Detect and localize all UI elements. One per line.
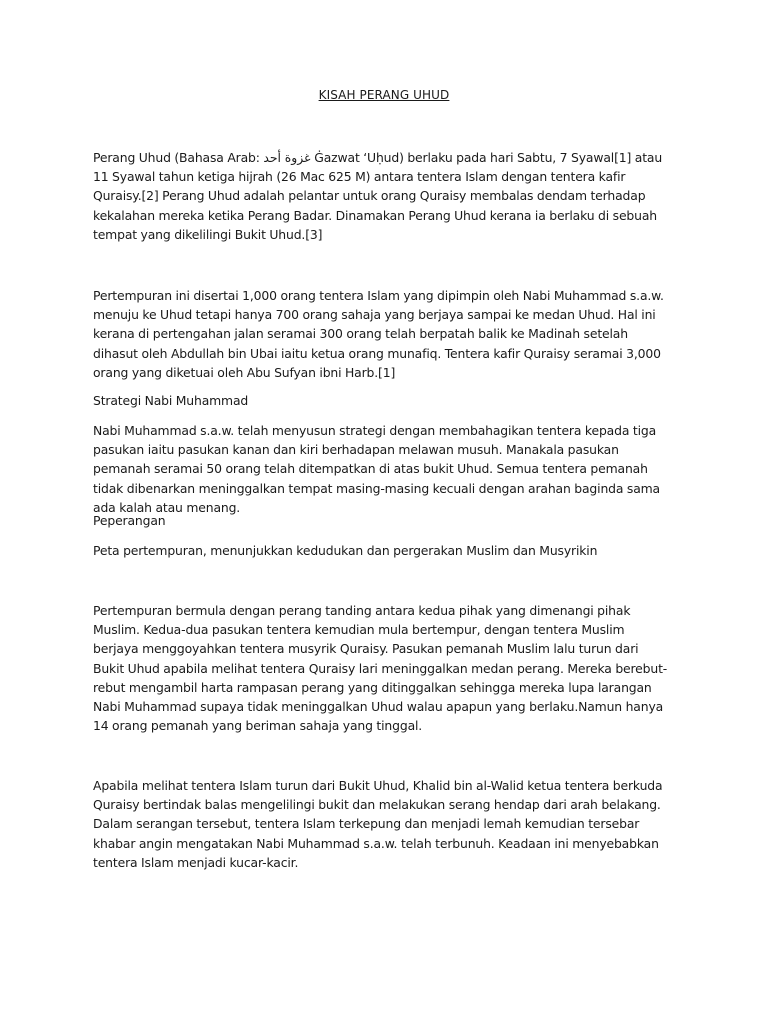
- paragraph-strategy: Nabi Muhammad s.a.w. telah menyusun strategi dengan membahagikan tentera kepada tiga pasukan iaitu pasukan kanan dan kiri berhadapan melawan musuh. Manakala pasukan pemanah seramai 50 orang telah ditempatkan di atas bukit Uhud. Semua tentera pemanah tidak dibenarkan meninggalkan tempat masing-masing kecuali dengan arahan baginda sama ada kalah atau menang.: [93, 423, 660, 515]
- paragraph-army-size: Pertempuran ini disertai 1,000 orang tentera Islam yang dipimpin oleh Nabi Muhammad s.a.w. menuju ke Uhud tetapi hanya 700 orang sahaja yang berjaya sampai ke medan Uhud. Hal ini kerana di pertengahan jalan seramai 300 orang telah berpatah balik ke Madinah setelah dihasut oleh Abdullah bin Ubai iaitu ketua orang munafiq. Tentera kafir Quraisy seramai 3,000 orang yang diketuai oleh Abu Sufyan ibni Harb.[1]: [93, 288, 664, 380]
- section-heading-strategy: Strategi Nabi Muhammad: [93, 393, 249, 408]
- paragraph-introduction: Perang Uhud (Bahasa Arab: غزوة أحد Ġazwat ‘Uḥud) berlaku pada hari Sabtu, 7 Syawal[1] atau 11 Syawal tahun ketiga hijrah (26 Mac 625 M) antara tentera Islam dengan tentera kafir Quraisy.[2] Perang Uhud adalah pelantar untuk orang Quraisy membalas dendam terhadap kekalahan mereka ketika Perang Badar. Dinamakan Perang Uhud kerana ia berlaku di sebuah tempat yang dikelilingi Bukit Uhud.[3]: [93, 150, 663, 242]
- document-title: KISAH PERANG UHUD: [318, 88, 450, 102]
- paragraph-ambush: Apabila melihat tentera Islam turun dari Bukit Uhud, Khalid bin al-Walid ketua tentera berkuda Quraisy bertindak balas mengelilingi bukit dan melakukan serang hendap dari arah belakang. Dalam serangan tersebut, tentera Islam terkepung dan menjadi lemah kemudian tersebar khabar angin mengatakan Nabi Muhammad s.a.w. telah terbunuh. Keadaan ini menyebabkan tentera Islam menjadi kucar-kacir.: [93, 778, 663, 870]
- map-caption: Peta pertempuran, menunjukkan kedudukan dan pergerakan Muslim dan Musyrikin: [93, 543, 598, 558]
- section-heading-battle: Peperangan: [93, 513, 166, 528]
- paragraph-battle-begins: Pertempuran bermula dengan perang tanding antara kedua pihak yang dimenangi pihak Muslim. Kedua-dua pasukan tentera kemudian mula bertempur, dengan tentera Muslim berjaya menggoyahkan tentera musyrik Quraisy. Pasukan pemanah Muslim lalu turun dari Bukit Uhud apabila melihat tentera Quraisy lari meninggalkan medan perang. Mereka berebut-rebut mengambil harta rampasan perang yang ditinggalkan sehingga mereka lupa larangan Nabi Muhammad supaya tidak meninggalkan Uhud walau apapun yang berlaku.Namun hanya 14 orang pemanah yang beriman sahaja yang tinggal.: [93, 603, 668, 734]
